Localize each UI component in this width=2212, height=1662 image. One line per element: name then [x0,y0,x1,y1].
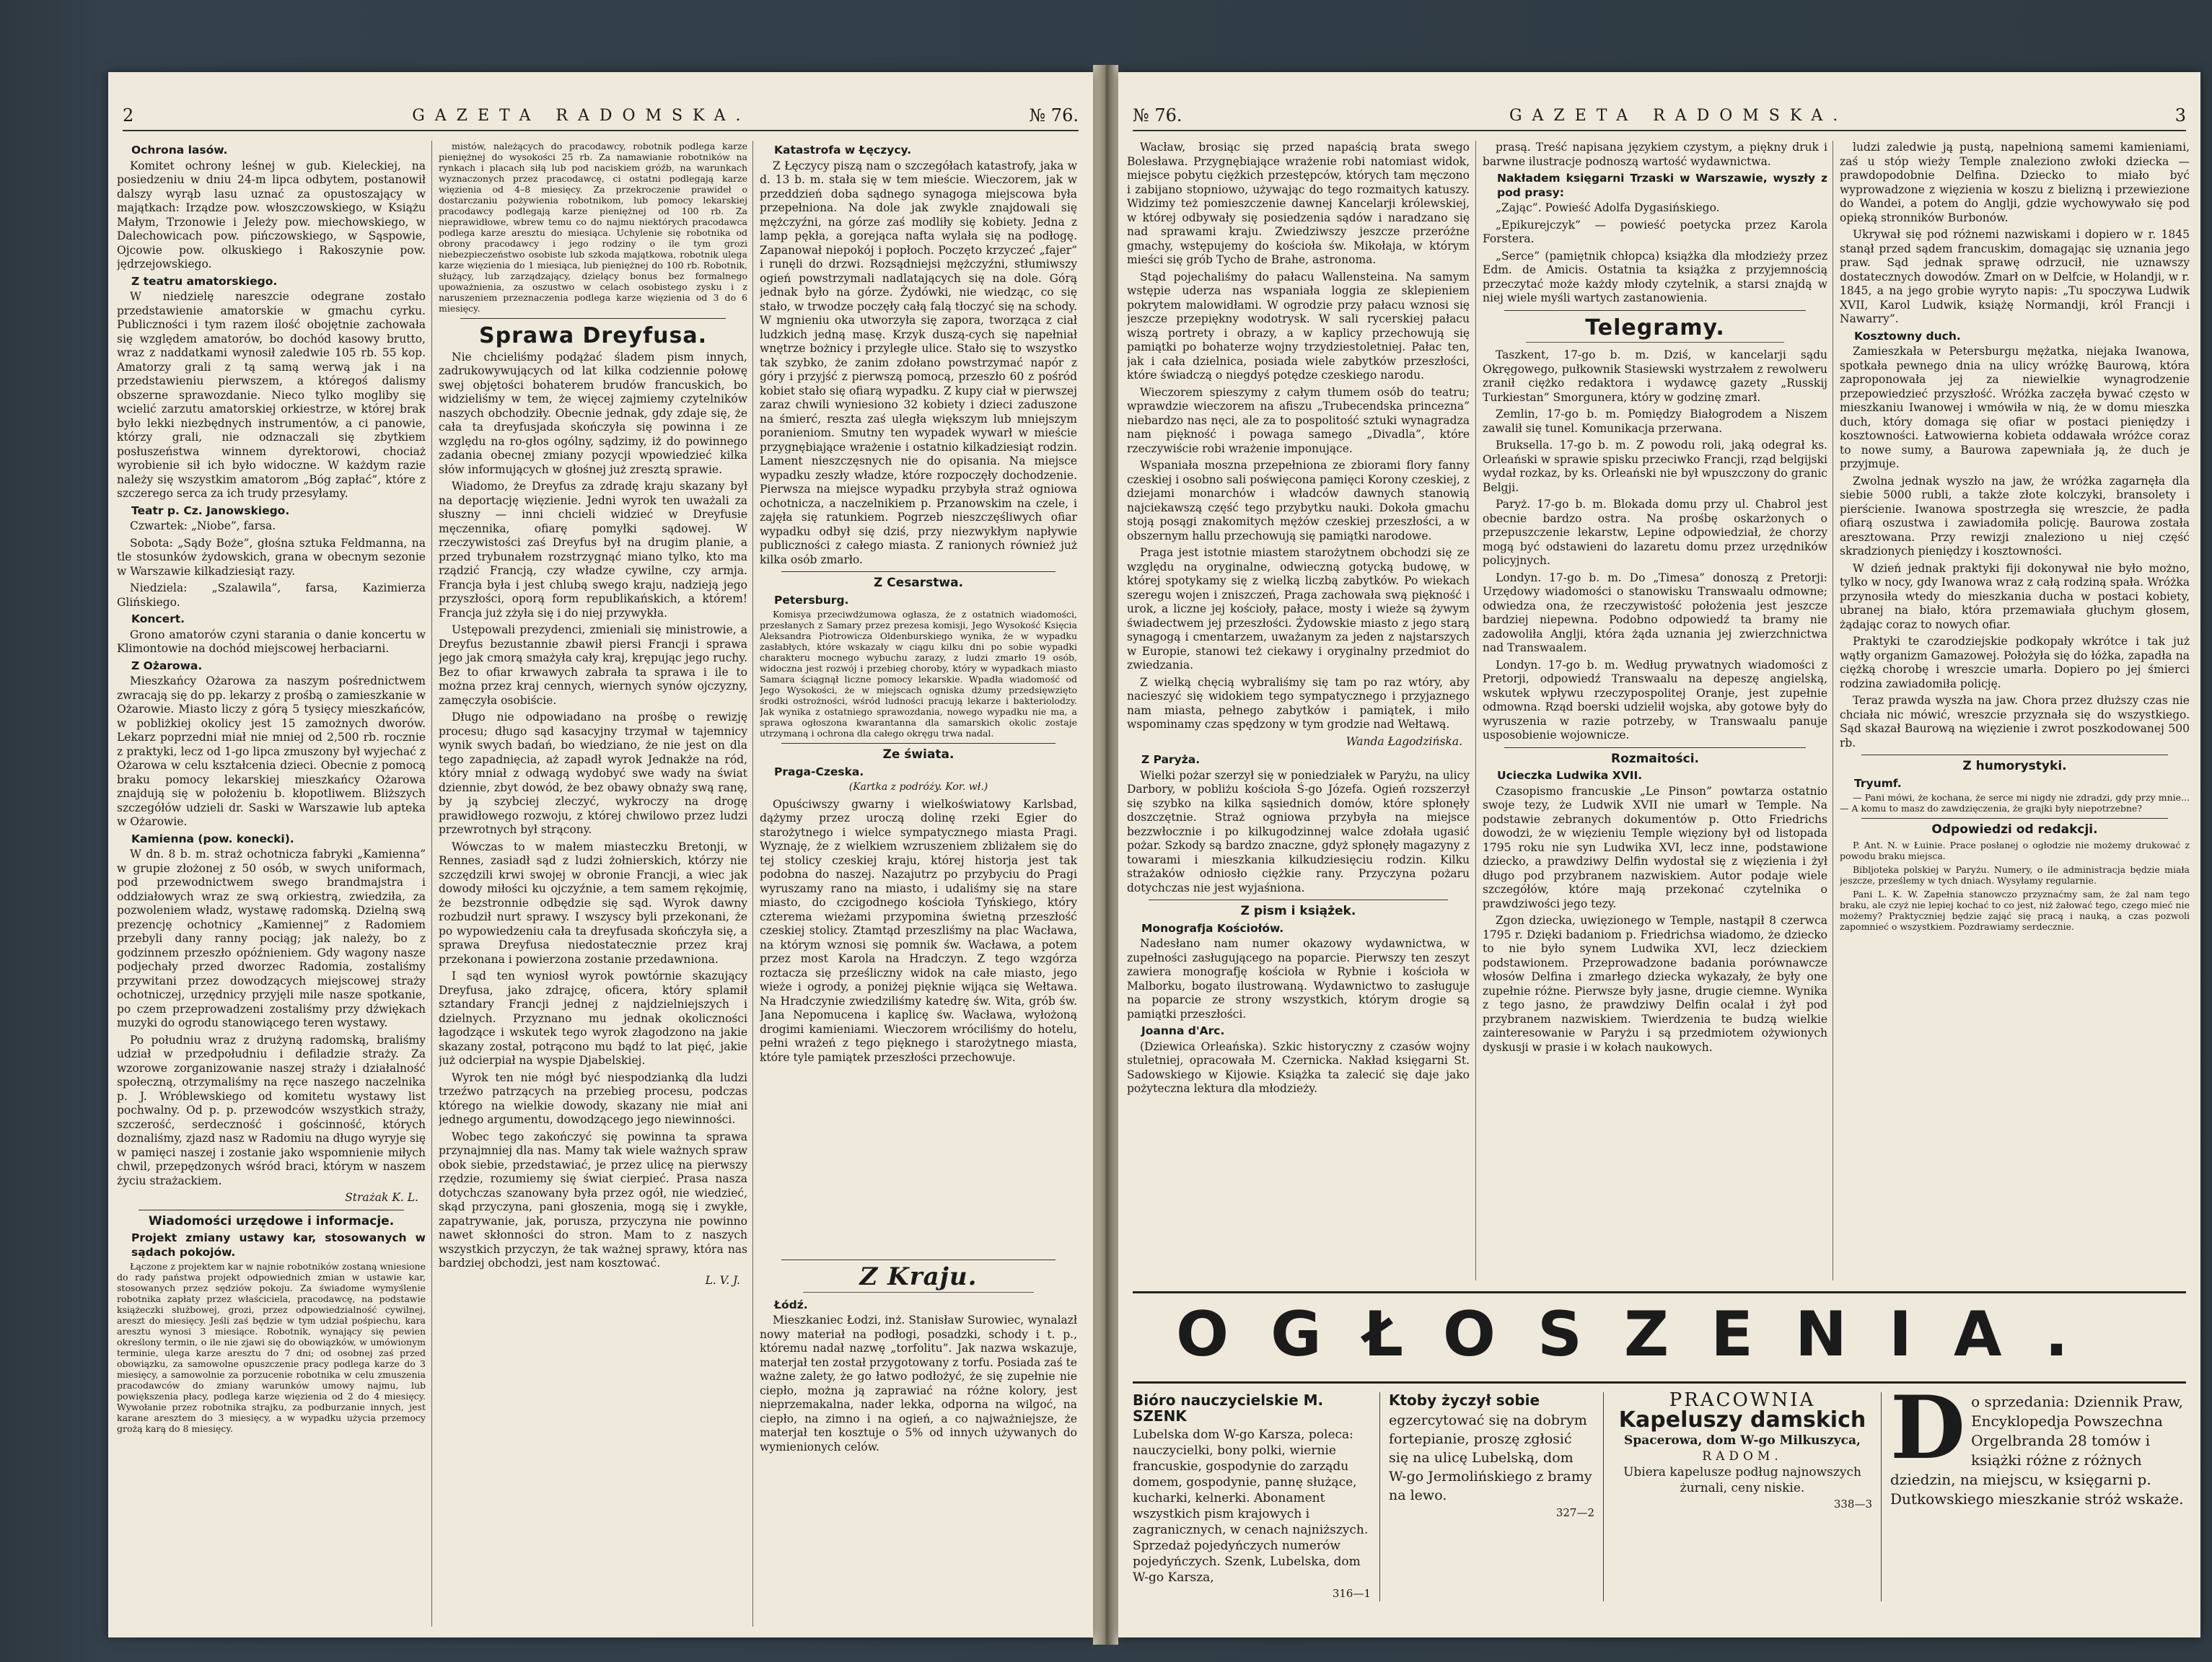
article-title: Monografja Kościołów. [1141,921,1284,935]
article-text: Ukrywał się pod różnemi nazwiskami i dopiero w r. 1845 stanął przed sądem francuskim, domagając się uznania jego praw. Sąd jednak sprawę odrzucił, nie uznawszy dostatecznych dowodów. Zmarł on w Delfcie, w Holandji, w r. 1845, a na jego grobie wyryto napis: „Tu spoczywa Ludwik XVII, Karol Ludwik, książę Normandji, król Francji i Nawarry”. [1840,228,2190,325]
ad-text: Ubiera kapelusze podług najnowszych żurnali, ceny niskie. [1623,1465,1861,1495]
divider [1504,747,1806,748]
ad-number: 327—2 [1555,1506,1594,1519]
article-signature: Wanda Łagodzińska. [1346,734,1462,748]
article-title: Katastrofa w Łęczycy. [774,144,912,157]
article-title: Łódź. [774,1298,808,1311]
book-item: „Serce” (pamiętnik chłopca) książka dla młodzieży przez Edm. de Amicis. Ostatnia ta książka z przyjemnością przeczytać może każdy młody czytelnik, a starsi znajdą w niej wiele myśli wartych zastanowienia. [1483,249,1827,304]
right-column-1 [1127,141,1470,1277]
left-running-header [123,101,1079,131]
article-text: Wielki pożar szerzył się w poniedziałek w Paryżu, na ulicy Darbory, w pobliżu kościoła Ś-go Józefa. Ogień rozszerzył się szybko na kilka sąsiednich domów, które spłonęły doszczętnie. Straż ogniowa przybyła na miejsce bezzwłocznie i po kilkugodzinnej walce zdołała ugasić pożar. Szkody są bardzo znaczne, gdyż spłonęły magazyny z towarami i mieszkania kilkudziesięciu rodzin. Kilku strażaków odniosło ciężkie rany. Przyczyna pożaru dotychczas nie jest wyjaśniona. [1127,768,1470,894]
ads-bottom-rule [1133,1381,2186,1384]
article-signature: L. V. J. [705,1273,740,1287]
ad-line: RADOM. [1702,1449,1783,1464]
telegram: Londyn. 17-go b. m. Według prywatnych wiadomości z Pretorji, odpowiedź Transwaalu na depeszę angielską, wskutek wpływu rzeczypospolitej Oranje, jest zupełnie odmowna. Rząd boerski udzielił wojska, aby gotowe były do wyruszenia w razie potrzeby, w Transwaalu panuje usposobienie wojownicze. [1483,658,1827,742]
article-text: Mieszkaniec Łodzi, inż. Stanisław Surowiec, wynalazł nowy materiał na podłogi, posadzki, schody i t. p., któremu nadał nazwę „torfolitu”. Jak nazwa wskazuje, materjał ten został przygotowany z torfu. Posiada zaś te ważne zalety, że go łatwo podłożyć, że się zupełnie nie ciepło, można ją zaprawiać na różne kolory, jest nieprzemakalna, nader lekka, odporna na wilgoć, na ciepło, na zimno i na ogień, a co najważniejsze, że materjał ten kosztuje o 5% od innych używanych do wymienionych celów. [760,1314,1077,1454]
article-text: Nadesłano nam numer okazowy wydawnictwa, w zupełności zasługującego na poparcie. Pierwszy ten zeszyt zawiera monografję kościoła w Rybnie i kościoła w Malborku, bogato ilustrowaną. Wydawnictwo to zasługuje na poparcie ze strony wszystkich, którym drogie są pamiątki przeszłości. [1127,937,1470,1021]
article-title: Ucieczka Ludwika XVII. [1497,769,1643,782]
article-text: Niedziela: „Szalawila”, farsa, Kazimierza Glińskiego. [117,581,426,609]
ad-heading: Bióro nauczycielskie M. SZENK [1133,1392,1324,1425]
article-text: (Dziewica Orleańska). Szkic historyczny z czasów wojny stuletniej, opracowała M. Czernicka. Nakład księgarni St. Sadowskiego w Kijowie. Książka ta zalecić się daje jako pożyteczna lektura dla młodzieży. [1127,1039,1470,1095]
ad-number: 316—1 [1332,1587,1371,1600]
article-text: Wieczorem spieszymy z całym tłumem osób do teatru; wprawdzie wieczorem na afiszu „Trubecendska princezna” niebardzo nas nęci, ale za to pospolitość sztuki wynagradza nam piękność i powaga samego „Divadla”, które rzeczywiście robi wrażenie imponujące. [1127,385,1470,455]
ad-text: egzercytować się na dobrym fortepianie, proszę zgłosić się na ulicę Lubelską, dom W-go Jermolińskiego z bramy na lewo. [1389,1412,1592,1503]
ad-number: 338—3 [1833,1498,1872,1511]
article-text: prasą. Treść napisana językiem czystym, a piękny druk i barwne ilustracje podnoszą wartość wydawnictwa. [1483,141,1827,168]
article-title: Nakładem księgarni Trzaski w Warszawie, wyszły z pod prasy: [1497,172,1827,199]
article-text: W dn. 8 b. m. straż ochotnicza fabryki „Kamienna” w grupie złożonej z 50 osób, w swych uniformach, pod przewodnictwem swego brandmajstra i oddziałowych wraz ze swą orkiestrą, zwiedziła, za pozwoleniem władz, wystawę radomską. Dzielną swą prezencję ochotnicy „Kamiennej” z Radomiem przebyli dany ranny pociąg; jak należy, bo z godzinnem przeszło opóźnieniem. Gdy wagony nasze podjechały przed dworzec Radomia, zostaliśmy przywitani przez dowodzących miejscowej straży ochotniczej, urzędnicy przyjęli mile nasze spotkanie, po czem przeprowadzeni zostaliśmy przy dźwiękach muzyki do ogrodu stanowiącego teren wystawy. [117,848,426,1029]
article-text: Mieszkańcy Ożarowa za naszym pośrednictwem zwracają się do pp. lekarzy z prośbą o zamieszkanie w Ożarowie. Miasto liczy z górą 5 tysięcy mieszkańców, w pobliżkiej okolicy jest 15 zamożnych dworów. Lekarz poprzedni miał nie mniej od 2,500 rb. rocznie z praktyki, lecz od 1-go lipca zmuszony był wyjechać z Ożarowa w celu kształcenia dzieci. Obecnie z pomocą braku pomocy lekarskiej mieszkańcy Ożarowa znajdują się w położeniu b. kłopotliwem. Bliższych szczegółów udzieli dr. Saski w Warszawie lub apteka w Ożarowie. [117,674,426,828]
article-title: Z Paryża. [1141,753,1201,766]
section-heading: Z Cesarstwa. [873,576,964,590]
article-text: Komisya przeciwdżumowa ogłasza, że z ostatnich wiadomości, przesłanych z Samary przez prezesa komisji, Jego Wysokość Księcia Aleksandra Piotrowicza Oldenburskiego wynika, że w wypadku zasłabłych, które wskazały w ciągu kilku dni po sobie wypadki charakteru mocnego wybuchu zarazy, z ludzi zmarło 19 osób, widoczna jest rozwój i przebieg choroby, który w wypadkach miasto Samara ściągnął liczne pomocy lekarskie. Wpadła wiadomość od Jego Wysokości, że w miejscach ogniska dżumy przedsięwzięto środki ostrożności, wśród ludności pracują lekarze i bakteriolodzy. Jak wynika z ostatniego sprawozdania, nowego wypadku nie ma, a sprawa ogłoszona kwarantanna dla samarskich okolic zostaje utrzymaną i ochrona dla całego okręgu trwa nadal. [760,609,1077,739]
article-title: Joanna d'Arc. [1141,1024,1225,1037]
divider [1526,342,1784,343]
article-title: Koncert. [131,612,185,625]
left-page [108,72,1093,1637]
article-title: Tryumf. [1854,776,1902,790]
article-title: Petersburg. [774,593,849,607]
article-text: Łączone z projektem kar w najnie robotników zostaną wniesione do rady państwa projekt odpowiednich zmian w ustawie kar, stosowanych przez sędziów pokoju. Za świadome wymyślenie robotnika zapłaty przez właściciela, pracodawcę, na podstawie książeczki służbowej, grozi, przez odpowiedzialność cywilnej, areszt do miesięcy. Jeśli zaś będzie w tym udział pośpiechu, kara aresztu wynosi 3 miesiące. Robotnik, wynający się pewien określony termin, o ile nie zjawi się do obowiązków, w umówionym terminie, ulega karze aresztu do 7 dni; od osobnej zaś przed obowiązku, za samowolne opuszczenie pracy podlega karze do 3 miesięcy, a samowolnie za porzucenie robotnika w celu zmuszenia pracodawców do zmiany warunków umowy najmu, lub powiększenia płacy, podlega karze więzienia od 2 do 4 miesięcy. Wywołanie przez robotnika strajku, za podburzanie innych, jest karane aresztem do 3 miesięcy, a w wypadku użycia przemocy grożą karą do 8 miesięcy. [117,1261,426,1434]
reply-item: P. Ant. N. w Łuinie. Prace posłanej o ogłodzie nie możemy drukować z powodu braku miejsca. [1840,839,2190,861]
article-text: Czasopismo francuskie „Le Pinson” powtarza ostatnio swoje tezy, że Ludwik XVII nie umarł w Temple. Na podstawie zebranych dokumentów p. Otto Friedrichs dowodzi, że w więzieniu Temple więziony był od listopada 1795 roku nie syn Ludwika XVI, lecz inne, podstawione dziecko, a prawdziwy Delfin wydostał się z więzienia i żył długo pod przybranem nazwiskiem. Autor podaje wiele szczegółów, które mają przekonać czytelnika o prawdziwości jego tezy. [1483,784,1827,910]
section-heading: Ze świata. [882,747,954,762]
left-issue-number: № 76. [1029,105,1079,126]
article-text: Praga jest istotnie miastem starożytnem obchodzi się ze względu na oryginalne, odwieczną gotycką budowę, w której spotykamy się z wielką liczbą zabytków. Po wiekach szeregu wojen i zniszczeń, Praga zachowała swą piękność i urok, a liczne jej kościoły, pałace, mosty i wieże są żywym świadectwem jej przeszłości. Żydowskie miasto z jego starą synagogą i cmentarzem, uważanym za jeden z najstarszych w Europie, stanowi też ciekawy i oryginalny przedmiot do zwiedzania. [1127,546,1470,672]
telegram: Zemlin, 17-go b. m. Pomiędzy Białogrodem a Niszem zawalił się tunel. Komunikacja przerwana. [1483,408,1827,435]
divider [781,571,1055,572]
right-masthead: GAZETA RADOMSKA. [1509,106,1848,125]
article-text: W niedzielę nareszcie odegrane zostało przedstawienie amatorskie w gmachu cyrku. Publiczności i tym razem ilość obojętnie zachowała się względem amatorów, bo dochód kasowy brutto, wraz z naddatkami wynosił zaledwie 105 rb. 55 kop. Amatorzy grali z tą samą werwą jak i na przedstawieniu pierwszem, a któregoś dalismy obszerne sprawozdanie. Nieco tylko mogliby się wcielić zarzutu amatorskiej orkiestrze, w której brak było lekki niezbędnych instrumentów, a ci panowie, którzy grali, nie odznaczali się zbytkiem posłuszeństwa winnem dyrektorowi, chociaż wyrobienie sił ich było widoczne. W każdym razie należy się wszystkim amatorom „Bóg zapłać”, które z szczerego serca za ich trudy przesyłamy. [117,290,426,500]
left-bottom-columns [439,1255,1077,1627]
article-subtitle: (Kartka z podróży. Kor. wł.) [848,781,988,793]
right-running-header [1133,101,2186,131]
book-gutter [1093,65,1118,1645]
article-text: W dzień jednak praktyki fiji dokonywał nie było możno, tylko w nocy, gdy Iwanowa wraz z całą rodziną spała. Wróżka przynosiła wtedy do mieszkania ducha w postaci kobiety, ubranej na biało, która przemawiała głuchym głosem, żądając coraz to nowych ofiar. [1840,561,2190,631]
divider [1504,310,1806,311]
article-title: Projekt zmiany ustawy kar, stosowanych w sądach pokojów. [131,1231,426,1259]
telegram: Londyn. 17-go b. m. Do „Timesa” donoszą z Pretorji: Urzędowy wiadomości o stanowisku Transwaalu odmowne; odwiedza ona, że rzeczywistość położenia jest jeszcze bardziej niepewna. Podobno odpowiedź ta bramy nie zadowoliła Anglji, która żąda uznania jej zwierzchnictwa nad Transwaalem. [1483,571,1827,654]
ad-separator [1603,1392,1604,1601]
section-heading: Wiadomości urzędowe i informacje. [148,1213,395,1228]
section-heading: Sprawa Dreyfusa. [478,323,708,348]
column-rule [1475,141,1476,1280]
article-signature: Strażak K. L. [345,1191,418,1204]
article-text: Wówczas to w małem miasteczku Bretonji, w Rennes, zasiadł sąd z ludzi żołnierskich, którzy nie szczędzili krwi swojej w obronie Francji, a wiec jak dowody miłości ku ojczyźnie, a tem samem rękojmię, że bezstronnie odbędzie się sąd. Wyrok dawny rozbudził nurt sprawy. I wszyscy byli przekonani, że po wypowiedzeniu cała ta dreyfusada skończyła się, a sprawa Dreyfusa niedostatecznie przez kraj przekonana i powierzona zostanie przedawniona. [439,840,747,966]
ad-text: o sprzedania: Dziennik Praw, Encyklopedja Powszechna Orgelbranda 28 tomów i książki różne z różnych dziedzin, na miejscu, w księgarni p. Dutkowskiego mieszkanie stróż wskaże. [1890,1393,2184,1508]
article-title: Praga-Czeska. [774,765,864,778]
article-title: Z Ożarowa. [131,659,203,672]
article-title: Kamienna (pow. konecki). [131,832,294,845]
article-text: Ustępowali prezydenci, zmieniali się ministrowie, a Dreyfus bezustannie zbawił piersi Francji i sprawa jego jak cmorą smażyła cały kraj, krępując jego ruchy. Bez to ofiar krwawych zabrała ta sprawa i ile to można przez kraj cennych, wiernych synów ojczyzny, zamęczyła osobiście. [439,623,747,707]
article-text: Zgon dziecka, uwięzionego w Temple, nastąpił 8 czerwca 1795 r. Dzięki badaniom p. Friedrichsa wiadomo, że dziecko to nie było synem Ludwika XVI, lecz dzieckiem podstawionem. Przeprowadzone badania porównawcze włosów Delfina i zmarłego dziecka wykazały, że były one zupełnie różne. Pierwsze były jasne, drugie ciemne. Wynika z tego jasno, że prawdziwy Delfin ocalał i żył pod przybranem nazwiskiem. Twierdzenia te budzą wielkie zainteresowanie w Paryżu i są przedmiotem ożywionych dyskusji w prasie i w kołach naukowych. [1483,914,1827,1054]
book-item: „Epikurejczyk” — powieść poetycka przez Karola Forstera. [1483,218,1827,245]
article-text: Praktyki te czarodziejskie podkopały wkrótce i tak już wątły organizm Gamazowej. Położyła się do łóżka, zapadła na ciężką chorobę i wreszcie umarła. Dopiero po jej śmierci rodzina zawiadomiła policję. [1840,635,2190,690]
article-text: Długo nie odpowiadano na prośbę o rewizję procesu; długo sąd kasacyjny trzymał w tajemnicy wynik swych badań, bo wiedziano, że nie jest on dla tego zapadnięcia, aż zapadł wyrok Jednakże na ród, który mniał z odwagą wydobyć swe wady na świat dziennie, zbyt dowód, że bez obawy obnaży swą ranę, by ją szybciej zleczyć, wykroczy na drogę prawidłowego rozwoju, z której chwilowo przez ludzi przewrotnych był strącony. [439,711,747,836]
ads-title [1176,1298,2114,1371]
article-text: Zwolna jednak wyszło na jaw, że wróżka zagarnęła dla siebie 5000 rubli, a także złote kolczyki, bransolety i pierścienie. Iwanowa spostrzegła się wreszcie, że padła ofiarą oszustwa i zawiadomiła policję. Baurowa została aresztowana. Przy rewizji znaleziono u niej część skradzionych pieniędzy i kosztowności. [1840,474,2190,558]
ads-title-text: OGŁOSZENIA. [1176,1298,2110,1371]
ad-text: Lubelska dom W-go Karsza, poleca: nauczycielki, bony polki, wiernie francuskie, gospodynie do zarządu domem, gospodynie, pannę służące, kucharki, kelnerki. Abonament wszystkich pism krajowych i zagranicznych, w cenach najniższych. Sprzedaż pojedyńczych numerów pojedyńczych. Szenk, Lubelska, dom W-go Karsza, [1133,1428,1369,1585]
divider [1861,818,2168,819]
article-text: Czwartek: „Niobe”, farsa. [130,519,276,532]
ad-kapelusze [1612,1392,1872,1609]
book-item: „Zając”. Powieść Adolfa Dygasińskiego. [1496,201,1720,214]
divider [803,1292,1034,1293]
article-text: Nie chcieliśmy podążać śladem pism innych, zadrukowywujących od lat kilka codziennie połowę swej objętości bohaterem brudów francuskich, bo widzieliśmy w tem, że więcej zajmiemy czytelników naszych obchodziły. Obecnie jednak, gdy zdaje się, że cała ta dreyfusjada skończyła się powinna i ze względu na ro-głos ogólny, sądzimy, iż do powinnego zadania obecnej zmiany pozycji wpowiedzieć kilka słów informujących w głośnej już zresztą sprawie. [439,350,747,476]
article-text: Grono amatorów czyni starania o danie koncertu w Klimontowie na dochód miejscowej herbaciarni. [117,628,426,655]
telegram: Taszkent, 17-go b. m. Dziś, w kancelarji sądu Okręgowego, pułkownik Stasiewski wystrzałem z rewolweru zranił ciężko redaktora i wydawcę gazety „Russkij Turkiestan” Smorgunera, który w godzinę zmarł. [1483,348,1827,404]
article-text: Wyrok ten nie mógł być niespodzianką dla ludzi trzeźwo patrzących na przebieg procesu, podczas którego na wielkie dowody, skazany nie miał ani jednego argumentu, dowodzącego jego niewinności. [439,1070,747,1126]
left-column-1 [117,141,426,1627]
section-heading: Odpowiedzi od redakcji. [1931,822,2098,837]
ads-top-rule [1133,1291,2186,1293]
ad-sprzedaz-ksiazek [1890,1392,2186,1609]
telegram: Paryż. 17-go b. m. Blokada domu przy ul. Chabrol jest obecnie bardzo ostra. Na prośbę oskarżonych o przepuszczenie lekarstw, Lepine odpowiedział, że chorzy mogą być odstawieni do lazaretu domu przez urzędników policyjnych. [1483,498,1827,567]
right-issue-number: № 76. [1133,105,1182,126]
section-heading: Z humorystyki. [1962,759,2067,773]
left-page-number: 2 [123,105,134,126]
ad-separator [1379,1392,1380,1601]
section-heading: Z pism i książek. [1240,904,1356,918]
article-title: Z teatru amatorskiego. [131,274,278,288]
article-text: Z wielką chęcią wybraliśmy się tam po raz wtóry, aby nacieszyć się widokiem tego sympatycznego i przyjaznego nam miasta, pełnego zabytków i pamiątek, i miło wspominamy czas spędzony w tym grodzie nad Wełtawą. [1127,675,1470,731]
ad-biuro-nauczycielskie [1133,1392,1371,1609]
article-text: I sąd ten wyniosł wyrok powtórnie skazujący Dreyfusa, jako zdrajcę, oficera, który splamił sztandary Francji jednej z najdzielniejszych i dzielnych. Przyznano mu jednak okoliczności łagodzące i wskutek tego wyrok złagodzono na jakie skazany został, potrącono mu bądź to lat pięć, jakie już odcierpiał na wyspie Djabelskiej. [439,970,747,1067]
section-heading: Z Kraju. [859,1262,978,1291]
article-text: Teraz prawda wyszła na jaw. Chora przez dłuższy czas nie chciała nic mówić, wreszcie przyznała się do wszystkiego. Sąd skazał Baurową na więzienie i zwrot poszkodowanej 500 rb. [1840,694,2190,749]
left-column-3 [760,141,1077,1252]
divider [460,318,726,319]
right-page-number: 3 [2174,105,2186,126]
article-title: Teatr p. Cz. Janowskiego. [131,504,290,517]
right-column-3 [1840,141,2190,1277]
ad-fortepian [1389,1392,1594,1609]
article-text: Po południu wraz z drużyną radomską, braliśmy udział w przedpołudniu i defiladzie straży. Za wzorowe zorganizowanie naszej straży i działalność społeczną, otrzymaliśmy na ręce naszego naczelnika p. J. Wróblewskiego od komitetu wystawy list pochwalny. Od p. p. przewodców wszystkich straży, szczerość, serdeczność i gościnność, których doznaliśmy, zjazd nasz w Radomiu na długo wyryje się w pamięci naszej i zostanie jako wspomnienie miłych chwil, przepędzonych wśród braci, którym w naszem życiu strażackiem. [117,1033,426,1187]
article-text: Stąd pojechaliśmy do pałacu Wallensteina. Na samym wstępie uderza nas wspaniała loggia ze sklepieniem pokrytem malowidłami. W ogrodzie przy pałacu wznosi się jeszcze przepiękny wodotrysk. W sali rycerskiej pałacu wiszą portrety i obrazy, a w kaplicy przechowują się pamiątki po bohaterze wojny trzydziestoletniej. Pałac ten, jak i cała dzielnica, posiada wiele zabytków przeszłości, które świadczą o niegdyś potędze czeskiego narodu. [1127,270,1470,382]
article-text: ludzi zaledwie ją pustą, napełnioną samemi kamieniami, zaś u stóp wieży Temple znaleziono zwłoki dziecka — prawdopodobnie Delfina. Dziecko to miało być wyprowadzone z więzienia w koszu z bielizną i przewiezione do Wandei, a potem do Anglji, gdzie wychowywało się pod opieką stronników Burbonów. [1840,141,2190,224]
article-text: Wobec tego zakończyć się powinna ta sprawa przynajmniej dla nas. Mamy tak wiele ważnych spraw obok siebie, przedstawiać, je przez ulicę na pierwszy rzędzie, rozumiemy się świat cierpieć. Prasa nasza dotychczas szanowany była przez ogół, nie wiedzieć, skąd przyczyna, pani głoszenia, mogą się i zwykłe, zapatrywanie, jak, porusza, przyczyna nie powinno nawet skłonności do stron. Mam to z naszych wszystkich przyczyn, że tak ważnej sprawy, która nas bardziej obchodzi, jest nam kosztować. [439,1130,747,1270]
article-text: Wiadomo, że Dreyfus za zdradę kraju skazany był na deportację więzienie. Jedni wyrok ten uważali za słuszny — inni chcieli widzieć w Dreyfusie męczennika, ofiarę pomyłki sądowej. W rzeczywistości zaś Dreyfus był na drugim planie, a przed trybunałem rozstrzygnąć miano tylko, kto ma rządzić Francją, czy władze cywilne, czy armja. Francja była i jest chlubą swego kraju, nadzieją jego przyszłości, oporą form republikańskich, a którem! Francja już zżyła się i do niej przywykła. [439,480,747,620]
article-title: Kosztowny duch. [1854,329,1961,343]
article-title: Ochrona lasów. [131,144,228,157]
telegram: Bruksella. 17-go b. m. Z powodu roli, jaką odegrał ks. Orleański w sprawie spisku przeciwko Francji, rząd belgijski wydał rozkaz, by ks. Orleański nie był wpuszczony do granic Belgji. [1483,439,1827,494]
ad-line: Spacerowa, dom W-go Milkuszyca, [1624,1433,1861,1448]
article-text: Sobota: „Sądy Boże”, głośna sztuka Feldmanna, na tle stosunków żydowskich, grana w obecnym sezonie w Warszawie kilkadziesiąt razy. [117,536,426,578]
section-heading: Rozmaitości. [1611,751,1699,766]
ad-line: PRACOWNIA [1669,1392,1816,1411]
ad-heading: Ktoby życzył sobie [1389,1392,1540,1409]
article-text: Komitet ochrony leśnej w gub. Kieleckiej, na posiedzeniu w dniu 24-m lipca odbytem, postanowił dalszy wyrąb lasu uznać za opustoszający w majątkach: Irządze pow. włoszczowskiego, w Książu Małym, Trzonowie i Jeleży pow. miechowskiego, w Dalechowicach pow. pińczowskiego, w Sąspowie, Ojcowie pow. olkuskiego i Rakoszynie pow. jędrzejowskiego. [117,159,426,271]
z-kraju-block [760,1255,1077,1627]
column-rule [431,141,432,1627]
article-text: Z Łęczycy piszą nam o szczegółach katastrofy, jaka w d. 13 b. m. stała się w tem mieście. Wieczorem, jak w przeddzień doba sądnego synagoga miejscowa była przepełniona. Na dole jak zwykle znajdowali się mężczyźni, na górze zaś modliły się kobiety. Jedna z lamp pękła, a gorejąca nafta wylała się na podłogę. Zapanował niepokój i popłoch. Poczęto krzyczeć „fajer” i runęli do drzwi. Rozsądniejsi mężczyźni, stłumiwszy ogień powstrzymali nadlatających się na dole. Górą jednak było na górze. Żydówki, nie wiedząc, co się stało, w trwodze poczęły całą falą tłoczyć się na schody. W mgnieniu oka utworzyła się zapora, tworząca z ciał ludzkich jedną masę. Krzyk duszą-cych się napełniał wnętrze bożnicy i przyległe ulice. Stało się to wszystko tak szybko, że zanim zdołano powstrzymać napór z góry i przyjść z pierwszą pomocą, przeszło 60 z pośród kobiet stało się ofiarą wypadku. Z kupy ciał w pierwszej zaraz chwili wyniesiono 32 kobiety i dzieci zaduszone na śmierć, reszta zaś uległa większym lub mniejszym poranieniom. Smutny ten wypadek wywarł w mieście przygnębiające wrażenie i ostatnio kilkadziesiąt rodzin. Lament nieszczęsnych nie do opisania. Na miejsce wypadku zeszły władze, które rozpoczęły dochodzenie. Pierwsza na miejsce wypadku przybyła straż ogniowa ochotnicza, a naczelnikiem p. Przanowskim na czele, i zajęła się ratunkiem. Pogrzeb nieszczęśliwych ofiar wypadku odbył się dziś, przy niezwykłym napływie publiczności z całego miasta. Z ranionych również już kilka osób zmarło. [760,159,1077,566]
article-text: Wspaniała moszna przepełniona ze zbiorami flory fanny czeskiej i osobno sali poświęcona pamięci Korony czeskiej, z dziejami monarchów i władców dawnych stanowią najciekawszą część tego przybytku nauki. Dokoła gmachu stoją posągi znakomitych mężów czeskiej przeszłości, a w obszernym hallu przechowują się pamiątki narodowe. [1127,459,1470,542]
ad-separator [1881,1392,1882,1601]
article-text: Opuściwszy gwarny i wielkoświatowy Karlsbad, dążymy przez uroczą dolinę rzeki Egier do starożytnego i wielce sympatycznego miasta Pragi. Wyznaję, że z wielkiem wzruszeniem zbliżałem się do tej stolicy czeskiej kraju, której historja jest tak podobna do naszej. Nazajutrz po przybyciu do Pragi wyruszamy rano na miasto, i udaliśmy się na stare miasto, do czcigodnego kościoła Tyńskiego, który czterema wieżami przypomina świetną przeszłość czeskiej stolicy. Ztamtąd przeszliśmy na plac Wacława, na którym wznosi się pomnik św. Wacława, a potem przez most Karola na Hradczyn. Z tego wzgórza roztacza się prześliczny widok na całe miasto, jego wieże i ogrody, a poniżej pięknie wijąca się Wełtawa. Na Hradczynie zwiedziliśmy katedrę św. Wita, grób św. Jana Nepomucena i kaplicę św. Wacława, wyłożoną drogimi kamieniami. Wieczorem wróciliśmy do hotelu, pełni wrażeń z tego pięknego i starożytnego miasta, które tyle pamiątek przeszłości przechowuje. [760,797,1077,1064]
article-text: Zamieszkała w Petersburgu mężatka, niejaka Iwanowa, spotkała pewnego dnia na ulicy wróżkę Baurową, która zaproponowała jej za niewielkie wynagrodzenie przepowiedzieć przyszłość. Wróżka zaczęła bywać często w mieszkaniu Iwanowej i wmówiła w nią, że w domu mieszka duch, który domaga się ofiar w postaci pieniędzy i kosztowności. Łatwowierna kobieta oddawała wróżce coraz to nowe sumy, a Baurowa zapewniała ją, że duch je przyjmuje. [1840,345,2190,470]
reply-item: Pani L. K. W. Zapełnia stanowczo przyznaćmy sam, że żal nam tego braku, ale czyż nie lepiej kochać to co jest, niż żałować tego, czego mieć nie możemy? Praktyczniej będzie zająć się pracą i nauką, a czas pozwoli zapomnieć o wszystkiem. Pozdrawiamy serdecznie. [1840,888,2190,932]
dropcap-d: D [1890,1392,1966,1479]
right-column-2 [1483,141,1827,1277]
section-heading: Telegramy. [1585,315,1725,340]
divider [781,1259,1055,1260]
reply-item: Bibljoteka polskiej w Paryżu. Numery, o ile administracja będzie miała jeszcze, prześlemy w tych dniach. Wysyłamy regularnie. [1840,863,2190,886]
article-text: mistów, należących do pracodawcy, robotnik podlega karze pieniężnej do wysokości 25 rb. Za namawianie robotników na rynkach i placach siłą lub pod naciskiem gróźb, na warunkach wyznaczonych przez pracodawcę, ci ostatni podlegają karze więzienia od 4–8 miesięcy. Za przekroczenie prawideł o dostarczaniu pożywienia robotnikom, lub pomocy lekarskiej pracodawcy podlegają karze pieniężnej od 100 rb. Za nieprawidłowe, wbrew temu co do najmu niektórych pracodawca podlega karze aresztu do miesiąca. Uchylenie się robotnika od obrony pracodawcy i jego rodziny o ile tym grozi niebezpieczeństwo osobiste lub szkoda majątkowa, robotnik ulega karze więzienia do 1 miesiąca, lub pieniężnej do 100 rb. Robotnik, służący, lub zarządzający, dzielący bonus bez formalnego upoważnienia, za oszustwo w celach osobistego zysku i z naruszeniem przeznaczenia podlega karze więzienia od 3 do 6 miesięcy. [439,141,747,314]
right-page [1118,72,2200,1637]
divider [781,743,1055,744]
left-masthead: GAZETA RADOMSKA. [412,106,751,125]
article-text: Wacław, brosiąc się przed napaścią brata swego Bolesława. Przygnębiające wrażenie robi natomiast widok, miejsce pobytu ciężkich przestępców, których tam męczono i zabijano stopniowo, używając do tego rozmaitych katuszy. Widzimy też pomieszczenie dawnej Kancelarji królewskiej, w której odbywały się posiedzenia sądów i naradzano się nad sprawami kraju. Zwiedziwszy jeszcze przeróżne gmachy, wstępujemy do kościoła św. Mikołaja, w którym mieści się grób Tycho de Brahe, astronoma. [1127,141,1470,266]
ad-line: Kapeluszy damskich [1618,1407,1866,1433]
article-text: — Pani mówi, że kochana, że serce mi nigdy nie zdradzi, gdy przy mnie... — A komu to masz do zawdzięczenia, że grajki były niepotrzebne? [1840,792,2190,814]
